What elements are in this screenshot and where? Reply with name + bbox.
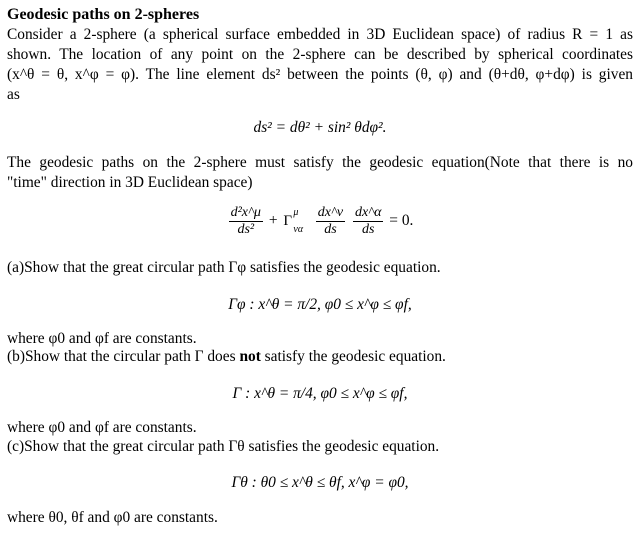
geodesic-line-1: The geodesic paths on the 2-sphere must satisfy the geodesic equation(Note that there is no: [7, 154, 633, 171]
intro-paragraph: [7, 25, 633, 105]
intro-line-1: Consider a 2-sphere (a spherical surface embedded in 3D Euclidean space) of radius R = 1 as: [7, 26, 633, 43]
fraction-d2x: [229, 205, 263, 238]
gamma-symbol: Γ: [283, 213, 293, 230]
part-a-where: where φ0 and φf are constants.: [7, 330, 197, 347]
fraction-dxalpha-den: ds: [361, 222, 375, 237]
gamma-superscript: μ: [293, 207, 299, 219]
intro-line-3: (x^θ = θ, x^φ = φ). The line element ds² between the points (θ, φ) and (θ+dθ, φ+dφ) is given: [7, 66, 633, 83]
part-b-text: [7, 347, 633, 367]
geodesic-paragraph: [7, 153, 633, 193]
part-c-where: where θ0, θf and φ0 are constants.: [7, 509, 218, 526]
part-a-equation: Γφ : x^θ = π/2, φ0 ≤ x^φ ≤ φf,: [228, 296, 412, 313]
fraction-d2x-den: ds²: [237, 222, 255, 237]
part-b-text-bold: not: [239, 348, 261, 365]
part-b-text-post: satisfy the geodesic equation.: [260, 348, 446, 365]
equation-rhs: = 0.: [389, 212, 414, 230]
fraction-dxnu-den: ds: [324, 222, 337, 237]
part-c-text: (c)Show that the great circular path Γθ satisfies the geodesic equation.: [7, 438, 440, 455]
part-a-text: (a)Show that the great circular path Γφ satisfies the geodesic equation.: [7, 259, 441, 276]
fraction-dxnu: [316, 205, 345, 238]
intro-line-2: shown. The location of any point on the 2-sphere can be described by spherical coordinates: [7, 46, 633, 63]
problem-title: Geodesic paths on 2-spheres: [7, 6, 200, 23]
part-b-equation: Γ : x^θ = π/4, φ0 ≤ x^φ ≤ φf,: [232, 385, 408, 402]
line-element-equation: ds² = dθ² + sin² θdφ².: [253, 119, 387, 136]
part-b-where: where φ0 and φf are constants.: [7, 419, 197, 436]
fraction-dxalpha-num: dx^α: [354, 205, 382, 220]
part-b-text-pre: (b)Show that the circular path Γ does: [7, 348, 240, 365]
gamma-subscript: να: [293, 224, 304, 236]
christoffel-symbol: [283, 207, 308, 236]
fraction-d2x-num: d²x^μ: [230, 205, 261, 220]
fraction-dxnu-num: dx^ν: [317, 205, 344, 220]
plus-sign: +: [268, 212, 278, 230]
fraction-dxalpha: [353, 205, 383, 238]
part-c-equation: Γθ : θ0 ≤ x^θ ≤ θf, x^φ = φ0,: [231, 474, 409, 491]
geodesic-equation: [0, 205, 640, 238]
geodesic-line-2: "time" direction in 3D Euclidean space): [7, 174, 253, 191]
intro-line-4: as: [7, 86, 20, 103]
